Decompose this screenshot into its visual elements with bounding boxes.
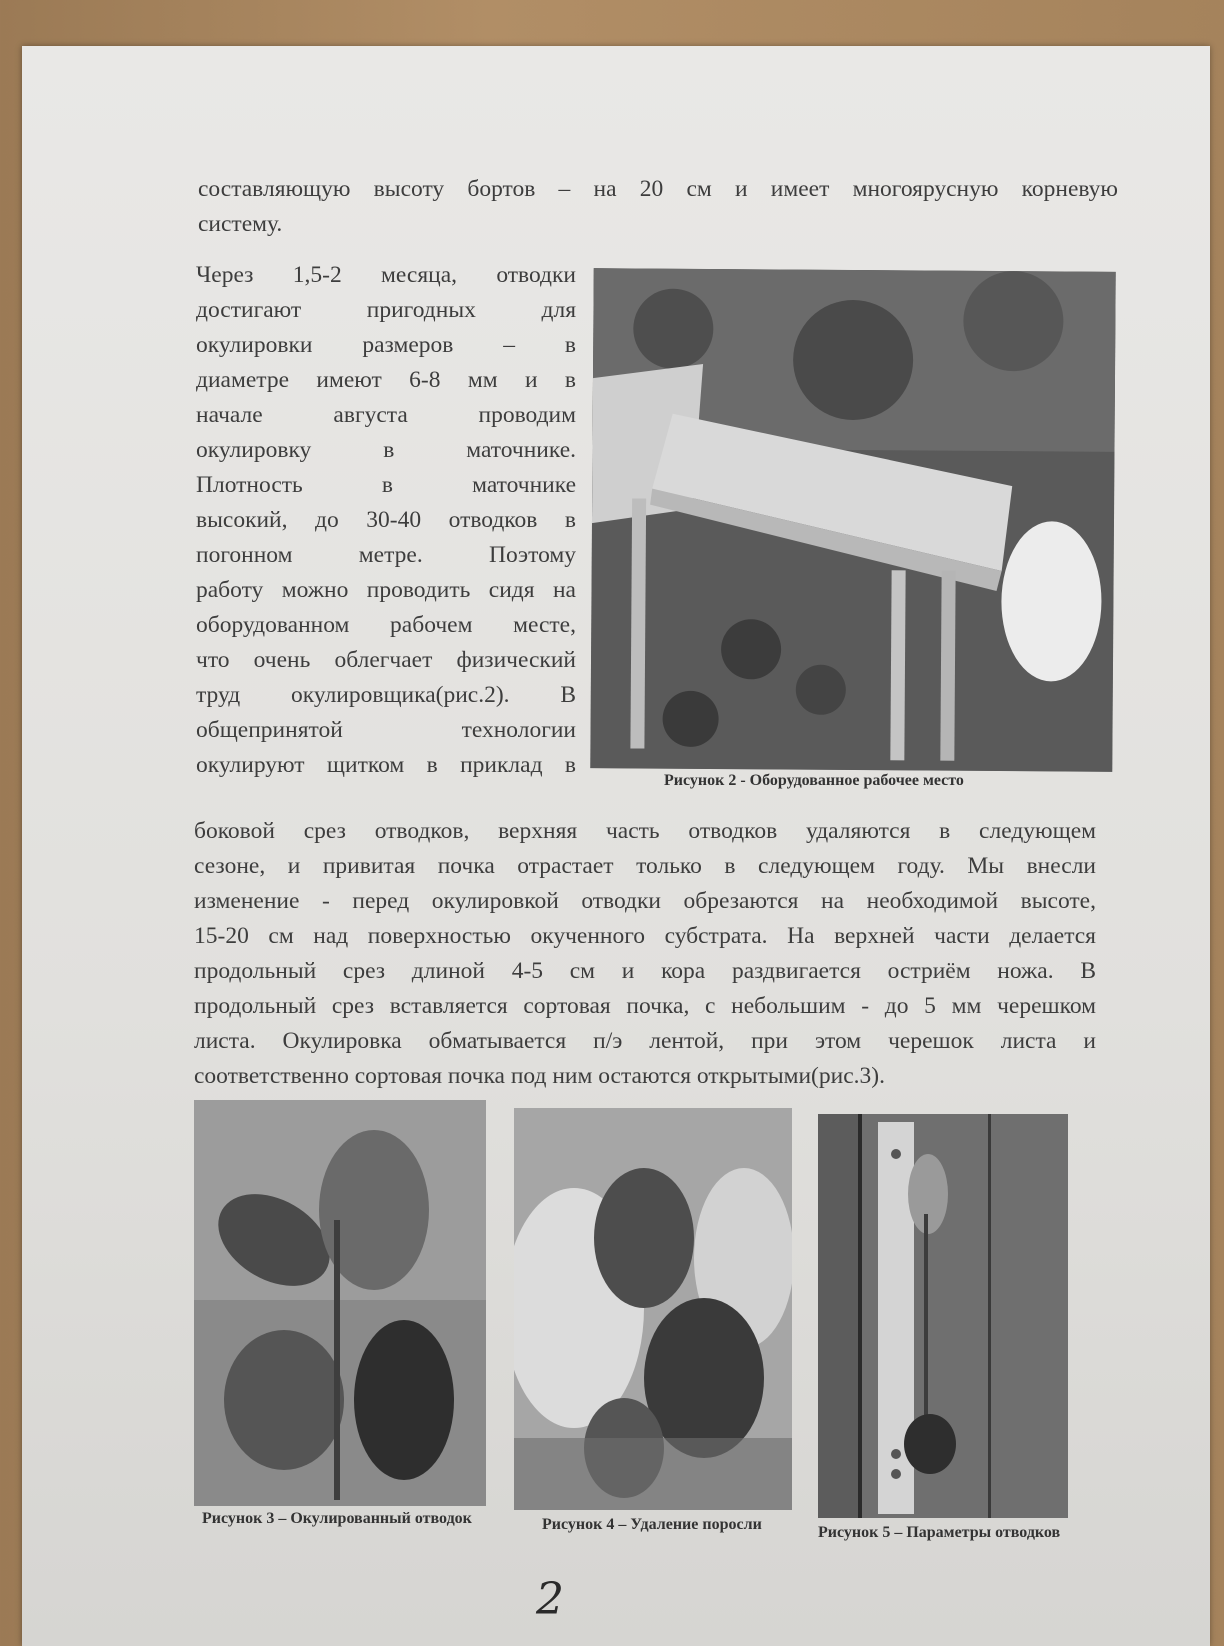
text-line: листа. Окулировка обматывается п/э лентой, при этом черешок листа и [194,1028,1096,1054]
text-line: соответственно сортовая почка под ним остаются открытыми(рис.3). [194,1063,885,1089]
text-line: погонном метре. Поэтому [196,542,576,568]
text-line: изменение - перед окулировкой отводки обрезаются на необходимой высоте, [194,888,1096,914]
text-line: продольный срез вставляется сортовая почка, с небольшим - до 5 мм черешком [194,993,1096,1019]
text-line: Через 1,5-2 месяца, отводки [196,262,576,288]
text-line: окулировки размеров – в [196,332,576,358]
text-line: работу можно проводить сидя на [196,577,576,603]
text-line: оборудованном рабочем месте, [196,612,576,638]
text-line: 15-20 см над поверхностью окученного субстрата. На верхней части делается [194,923,1096,949]
figure-2-photo [590,268,1115,772]
text-line: достигают пригодных для [196,297,576,323]
text-line: систему. [198,211,283,237]
figure-5-photo [818,1114,1068,1518]
text-line: составляющую высоту бортов – на 20 см и имеет многоярусную корневую [198,176,1118,202]
figure-5-caption: Рисунок 5 – Параметры отводков [818,1524,1061,1541]
figure-4-photo [514,1108,792,1510]
text-line: общепринятой технологии [196,717,576,743]
text-line: продольный срез длиной 4-5 см и кора раздвигается остриём ножа. В [194,958,1096,984]
figure-2-caption: Рисунок 2 - Оборудованное рабочее место [664,772,964,789]
main-paragraph [194,814,1096,1094]
text-line: что очень облегчает физический [196,647,576,673]
text-line: диаметре имеют 6-8 мм и в [196,367,576,393]
text-line: боковой срез отводков, верхняя часть отводков удаляются в следующем [194,818,1096,844]
top-paragraph [198,172,1118,242]
text-line: окулируют щитком в приклад в [196,752,576,778]
text-line: Плотность в маточнике [196,472,576,498]
side-paragraph [196,258,576,783]
text-line: окулировку в маточнике. [196,437,576,463]
page-number: 2 [536,1574,564,1625]
text-line: сезоне, и привитая почка отрастает только в следующем году. Мы внесли [194,853,1096,879]
text-line: высокий, до 30-40 отводков в [196,507,576,533]
text-line: труд окулировщика(рис.2). В [196,682,576,708]
figure-3-photo [194,1100,486,1506]
text-line: начале августа проводим [196,402,576,428]
figure-3-caption: Рисунок 3 – Окулированный отводок [202,1510,472,1527]
figure-4-caption: Рисунок 4 – Удаление поросли [542,1516,762,1533]
